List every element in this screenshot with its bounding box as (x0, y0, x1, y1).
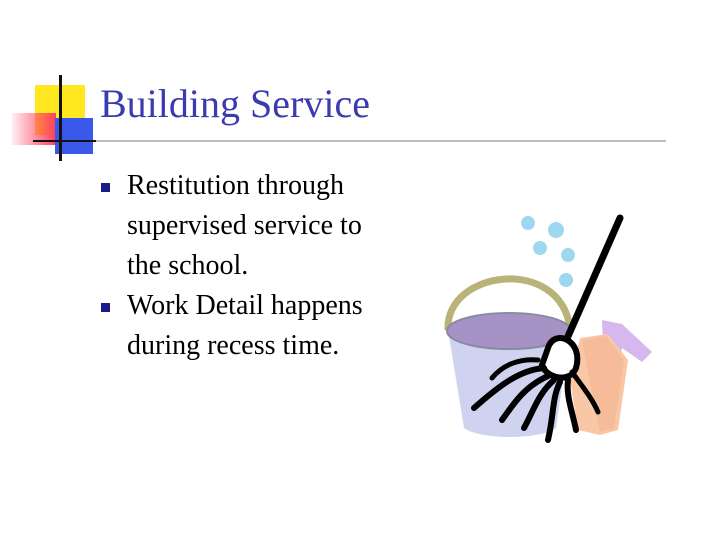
ornament-vertical-line (59, 75, 62, 161)
title-underline-shade (96, 140, 666, 142)
bullet-square-icon (101, 183, 110, 192)
bullet-square-icon (101, 303, 110, 312)
slide-title: Building Service (100, 81, 370, 126)
bullet-item (100, 286, 400, 366)
bubbles-icon (521, 216, 575, 287)
cleaning-bucket-mop-spray-icon (430, 200, 670, 460)
bullet-item (100, 166, 400, 286)
spray-bottle-icon (570, 320, 652, 435)
bullet-text: Restitution through supervised service to the school. (127, 170, 362, 281)
bullet-list (100, 166, 400, 366)
bullet-text: Work Detail happens during recess time. (127, 290, 363, 361)
